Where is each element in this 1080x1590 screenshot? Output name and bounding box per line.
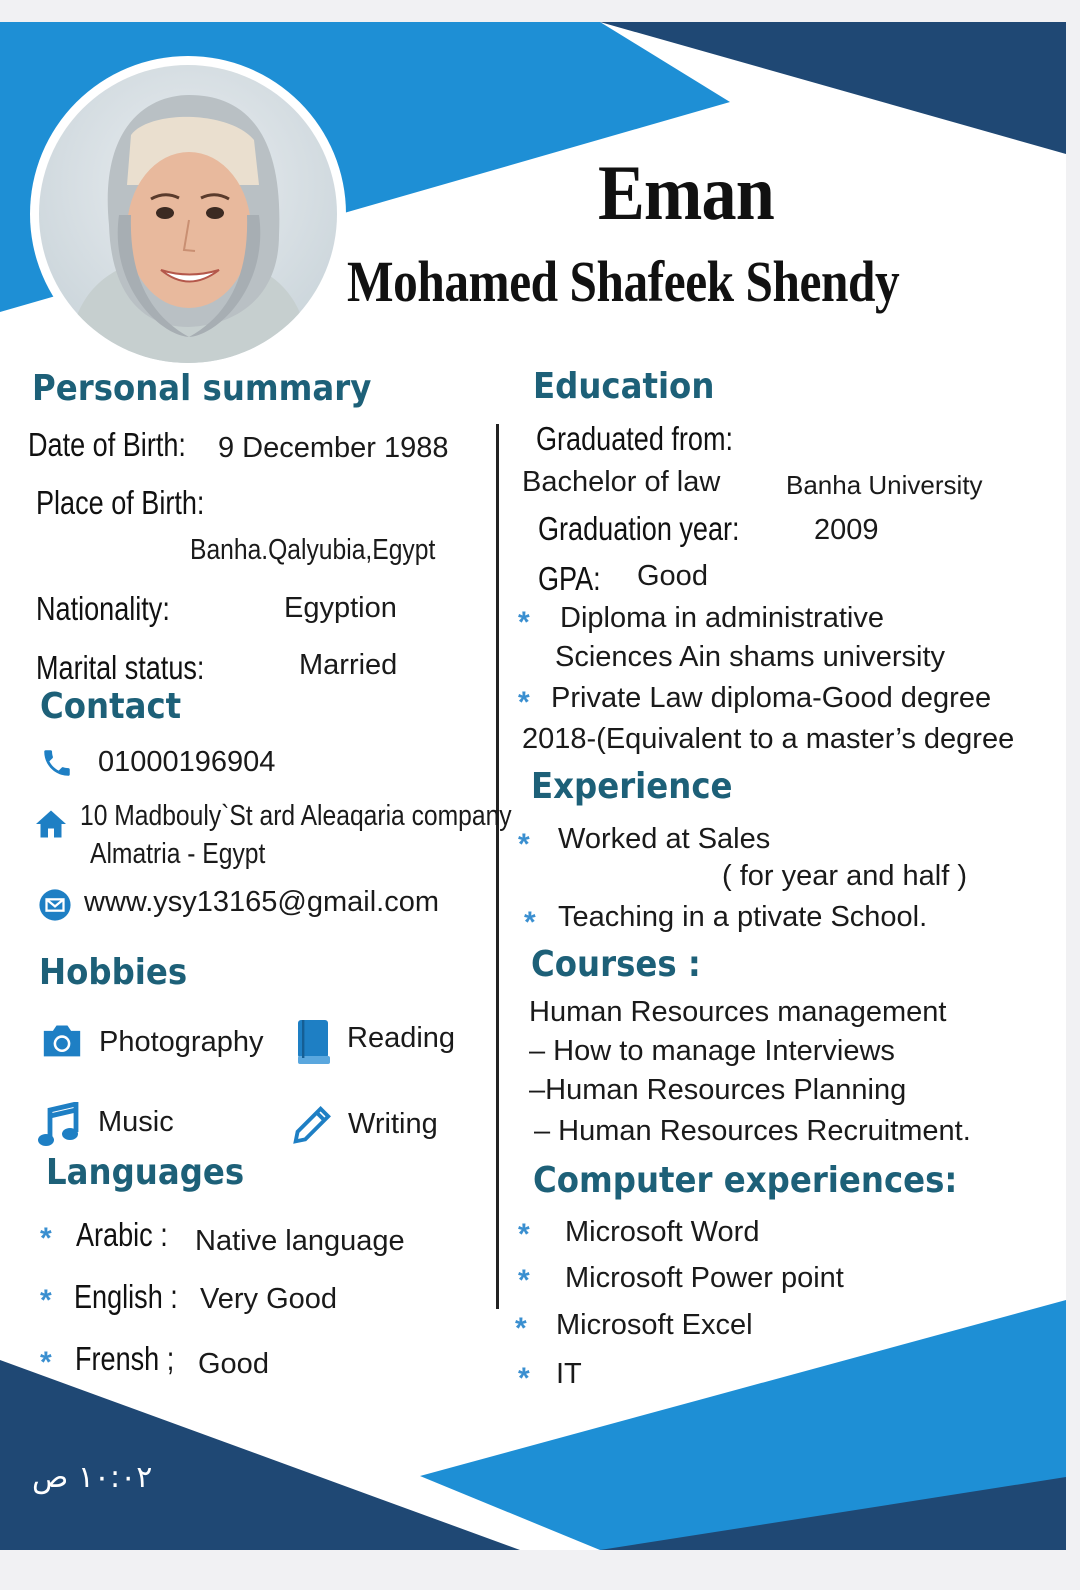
address-line-1: 10 Madbouly`St ard Aleaqaria company — [80, 800, 512, 832]
course-item-3: –Human Resources Planning — [529, 1074, 907, 1106]
language-arabic-level: Native language — [195, 1225, 405, 1257]
computer-item-2: Microsoft Power point — [565, 1262, 844, 1294]
full-name: Mohamed Shafeek Shendy — [347, 249, 900, 314]
email-address[interactable]: www.ysy13165@gmail.com — [84, 886, 440, 918]
course-item-1: Human Resources management — [529, 996, 947, 1028]
experience-heading: Experience — [531, 766, 733, 807]
hobby-music: Music — [98, 1106, 174, 1138]
computer-item-3: Microsoft Excel — [556, 1309, 753, 1341]
camera-icon — [40, 1020, 84, 1060]
course-item-4: – Human Resources Recruitment. — [534, 1115, 971, 1147]
graduation-year-value: 2009 — [814, 514, 879, 546]
diploma-2-line-1: Private Law diploma-Good degree — [551, 682, 992, 714]
column-divider — [496, 424, 499, 1309]
experience-item-2: Teaching in a ptivate School. — [558, 901, 928, 933]
bullet-star-icon: * — [518, 686, 530, 719]
contact-heading: Contact — [40, 686, 182, 727]
bullet-star-icon: * — [40, 1346, 52, 1379]
languages-heading: Languages — [46, 1152, 245, 1193]
marital-label: Marital status: — [36, 649, 205, 686]
timestamp: ١٠:٠٢ ص — [32, 1460, 153, 1495]
marital-value: Married — [299, 649, 398, 681]
computer-experiences-heading: Computer experiences: — [533, 1160, 958, 1201]
bullet-star-icon: * — [40, 1284, 52, 1317]
experience-item-1: Worked at Sales — [558, 823, 771, 855]
bullet-star-icon: * — [518, 1362, 530, 1395]
courses-heading: Courses : — [531, 944, 701, 985]
book-icon — [294, 1018, 334, 1066]
diploma-2-line-2: 2018-(Equivalent to a master’s degree — [522, 723, 1015, 755]
bullet-star-icon: * — [40, 1222, 52, 1255]
language-french: Frensh ; — [75, 1340, 175, 1377]
hobbies-heading: Hobbies — [39, 952, 188, 993]
degree: Bachelor of law — [522, 466, 721, 498]
phone-icon — [40, 746, 74, 780]
nationality-value: Egyption — [284, 592, 397, 624]
portrait-illustration — [39, 65, 337, 363]
email-icon — [38, 888, 72, 922]
bottom-left-navy-band — [0, 1360, 520, 1550]
hobby-writing: Writing — [348, 1108, 438, 1140]
gpa-value: Good — [637, 560, 708, 592]
language-arabic: Arabic : — [76, 1216, 168, 1253]
cv-card — [0, 22, 1066, 1550]
address-line-2: Almatria - Egypt — [90, 838, 266, 870]
language-french-level: Good — [198, 1348, 269, 1380]
dob-label: Date of Birth: — [28, 426, 186, 463]
education-heading: Education — [533, 366, 715, 407]
experience-item-1-duration: ( for year and half ) — [722, 860, 967, 892]
bullet-star-icon: * — [518, 828, 530, 861]
hobby-photography: Photography — [99, 1026, 264, 1058]
profile-photo — [30, 56, 346, 372]
music-note-icon — [36, 1102, 80, 1150]
dob-value: 9 December 1988 — [218, 432, 449, 464]
bullet-star-icon: * — [515, 1312, 527, 1345]
nationality-label: Nationality: — [36, 590, 170, 627]
pob-value: Banha.Qalyubia,Egypt — [190, 534, 436, 566]
university: Banha University — [786, 470, 983, 500]
hobby-reading: Reading — [347, 1022, 456, 1054]
bullet-star-icon: * — [518, 1264, 530, 1297]
phone-number[interactable]: 01000196904 — [98, 746, 276, 778]
graduation-year-label: Graduation year: — [538, 510, 740, 547]
computer-item-4: IT — [556, 1358, 582, 1390]
computer-item-1: Microsoft Word — [565, 1216, 760, 1248]
gpa-label: GPA: — [538, 560, 601, 597]
pob-label: Place of Birth: — [36, 484, 205, 521]
pencil-icon — [288, 1102, 334, 1150]
diploma-1-line-2: Sciences Ain shams university — [555, 641, 946, 673]
home-icon — [32, 806, 70, 842]
bullet-star-icon: * — [518, 606, 530, 639]
language-english-level: Very Good — [200, 1283, 338, 1315]
graduated-label: Graduated from: — [536, 420, 734, 457]
bullet-star-icon: * — [524, 906, 536, 939]
language-english: English : — [74, 1278, 178, 1315]
personal-summary-heading: Personal summary — [32, 368, 372, 409]
first-name: Eman — [598, 149, 774, 236]
diploma-1-line-1: Diploma in administrative — [560, 602, 884, 634]
bullet-star-icon: * — [518, 1218, 530, 1251]
course-item-2: – How to manage Interviews — [529, 1035, 895, 1067]
